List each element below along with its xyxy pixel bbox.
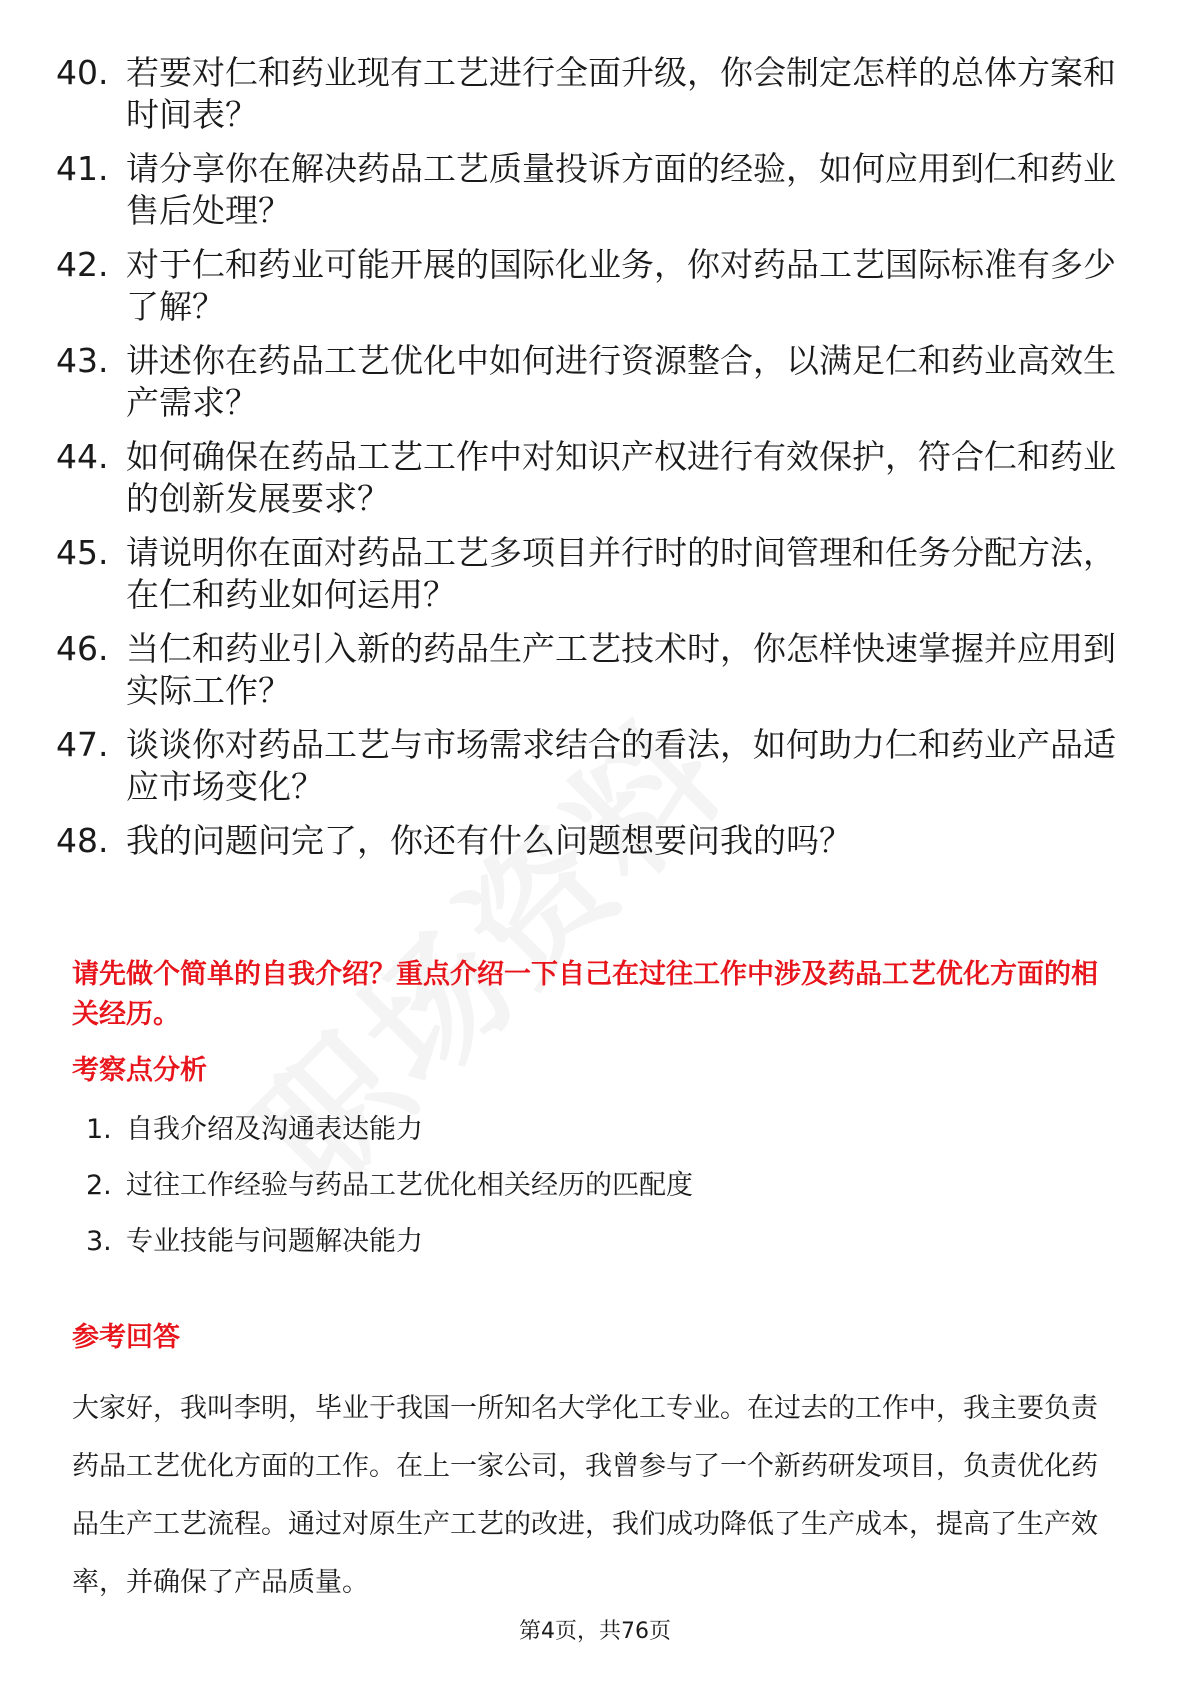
question-item — [0, 52, 1116, 136]
question-number: 40. — [56, 53, 109, 92]
question-text: 当仁和药业引入新的药品生产工艺技术时，你怎样快速掌握并应用到实际工作？ — [126, 629, 1116, 710]
point-text: 过往工作经验与药品工艺优化相关经历的匹配度 — [126, 1170, 693, 1201]
question-item — [0, 820, 1116, 862]
question-text: 对于仁和药业可能开展的国际化业务，你对药品工艺国际标准有多少了解？ — [126, 245, 1116, 326]
question-text: 谈谈你对药品工艺与市场需求结合的看法，如何助力仁和药业产品适应市场变化？ — [126, 725, 1116, 806]
question-number: 48. — [56, 821, 109, 860]
question-text: 若要对仁和药业现有工艺进行全面升级，你会制定怎样的总体方案和时间表？ — [126, 53, 1116, 134]
reference-title: 参考回答 — [72, 1322, 180, 1353]
reference-answer: 大家好，我叫李明，毕业于我国一所知名大学化工专业。在过去的工作中，我主要负责药品工艺优化方面的工作。在上一家公司，我曾参与了一个新药研发项目，负责优化药品生产工艺流程。通过对原生产工艺的改进，我们成功降低了生产成本，提高了生产效率，并确保了产品质量。 — [72, 1393, 1098, 1598]
question-text: 请分享你在解决药品工艺质量投诉方面的经验，如何应用到仁和药业售后处理？ — [126, 149, 1116, 230]
question-number: 41. — [56, 149, 109, 188]
point-number: 3. — [86, 1226, 112, 1257]
question-item — [0, 532, 1116, 616]
point-number: 2. — [86, 1170, 112, 1201]
analysis-point — [0, 1168, 1190, 1204]
point-number: 1. — [86, 1114, 112, 1145]
question-number: 45. — [56, 533, 109, 572]
question-item — [0, 628, 1116, 712]
question-text: 如何确保在药品工艺工作中对知识产权进行有效保护，符合仁和药业的创新发展要求？ — [126, 437, 1116, 518]
analysis-point — [0, 1112, 1190, 1148]
question-item — [0, 724, 1116, 808]
question-text: 我的问题问完了，你还有什么问题想要问我的吗？ — [126, 821, 852, 860]
page-number: 第4页，共76页 — [519, 1619, 671, 1644]
question-list — [0, 52, 1190, 874]
question-text: 请说明你在面对药品工艺多项目并行时的时间管理和任务分配方法，在仁和药业如何运用？ — [126, 533, 1116, 614]
featured-question: 请先做个简单的自我介绍？重点介绍一下自己在过往工作中涉及药品工艺优化方面的相关经历。 — [72, 959, 1098, 1030]
analysis-point — [0, 1224, 1190, 1260]
point-text: 自我介绍及沟通表达能力 — [126, 1114, 423, 1145]
question-number: 46. — [56, 629, 109, 668]
question-number: 43. — [56, 341, 109, 380]
analysis-title: 考察点分析 — [72, 1055, 207, 1086]
point-text: 专业技能与问题解决能力 — [126, 1226, 423, 1257]
question-item — [0, 436, 1116, 520]
question-item — [0, 340, 1116, 424]
question-item — [0, 244, 1116, 328]
analysis-point-list — [0, 1112, 1190, 1280]
question-item — [0, 148, 1116, 232]
question-number: 47. — [56, 725, 109, 764]
question-number: 42. — [56, 245, 109, 284]
question-text: 讲述你在药品工艺优化中如何进行资源整合，以满足仁和药业高效生产需求？ — [126, 341, 1116, 422]
question-number: 44. — [56, 437, 109, 476]
